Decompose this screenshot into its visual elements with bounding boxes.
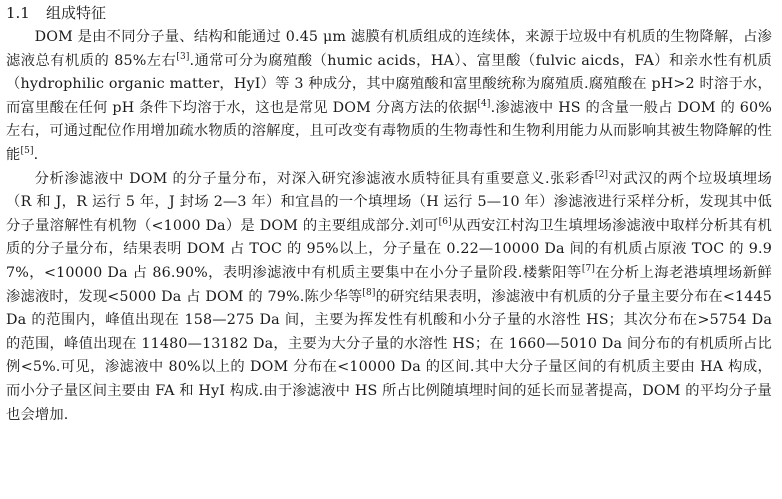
body-text: DOM 是由不同分子量、结构和能通过 0.45 μm 滤膜有机质组成的连续体，来源于垃圾中有机质的生物降解，占渗滤液总有机质的 85%左右 — [6, 29, 772, 69]
citation-ref: [6] — [438, 216, 452, 227]
section-title: 组成特征 — [46, 4, 107, 22]
paragraph-molecular-weight — [6, 168, 772, 428]
body-text: 分析渗滤液中 DOM 的分子量分布，对深入研究渗滤液水质特征具有重要意义.张彩香 — [34, 170, 595, 187]
paragraph-dom-composition — [6, 26, 772, 168]
citation-ref: [7] — [581, 263, 596, 274]
body-text: .渗滤液中 HS 的含量一般占 DOM 的 60%左右，可通过配位作用增加疏水物质的溶解度，且可改变有毒物质的生物毒性和生物利用能力从而影响其被生物降解的性能 — [6, 99, 772, 163]
section-heading — [6, 0, 772, 26]
body-text: 从西安江村沟卫生填埋场渗滤液中取样分析其有机质的分子量分布，结果表明 DOM 占 TOC 的 95%以上，分子量在 0.22—10000 Da 间的有机质占原液 TOC 的 9.97%，<10000 Da 占 86.90%，表明渗滤液中有机质主要集中在小分子量阶段.楼紫阳等 — [6, 217, 772, 281]
citation-ref: [3] — [176, 51, 190, 62]
body-text: 的研究结果表明，渗滤液中有机质的分子量主要分布在<1445 Da 的范围内，峰值出现在 158—275 Da 间，主要为挥发性有机酸和小分子量的水溶性 HS；其次分布在>5754 Da 的范围，峰值出现在 11480—13182 Da，主要为大分子量的水溶性 HS；在 1660—5010 Da 间分布的有机质所占比例<5%.可见，渗滤液中 80%以上的 DOM 分布在<10000 Da 的区间.其中大分子量区间的有机质主要由 HA 构成，而小分子量区间主要由 FA 和 HyI 构成.由于渗滤液中 HS 所占比例随填埋时间的延长而显著提高，DOM 的平均分子量也会增加. — [6, 288, 772, 423]
body-text: . — [33, 146, 39, 163]
citation-ref: [2] — [594, 169, 609, 180]
citation-ref: [5] — [20, 145, 34, 156]
body-text: 在分析上海老港填埋场新鲜渗滤液时，发现<5000 Da 占 DOM 的 79%.陈少华等 — [6, 264, 772, 305]
citation-ref: [8] — [362, 287, 376, 298]
body-text: .通常可分为腐殖酸（humic acids，HA）、富里酸（fulvic aicds，FA）和亲水性有机质（hydrophilic organic matter，HyI）等 3 种成分，其中腐殖酸和富里酸统称为腐殖质.腐殖酸在 pH>2 时溶于水，而富里酸在任何 pH 条件下均溶于水，这也是常见 DOM 分离方法的依据 — [6, 52, 772, 116]
body-text: 对武汉的两个垃圾填埋场（R 和 J，R 运行 5 年，J 封场 2—3 年）和宜昌的一个填埋场（H 运行 5—10 年）渗滤液进行采样分析，发现其中低分子量溶解性有机物（<1000 Da）是 DOM 的主要组成部分.刘可 — [6, 170, 773, 234]
citation-ref: [4] — [477, 98, 491, 109]
section-number: 1.1 — [6, 4, 30, 22]
